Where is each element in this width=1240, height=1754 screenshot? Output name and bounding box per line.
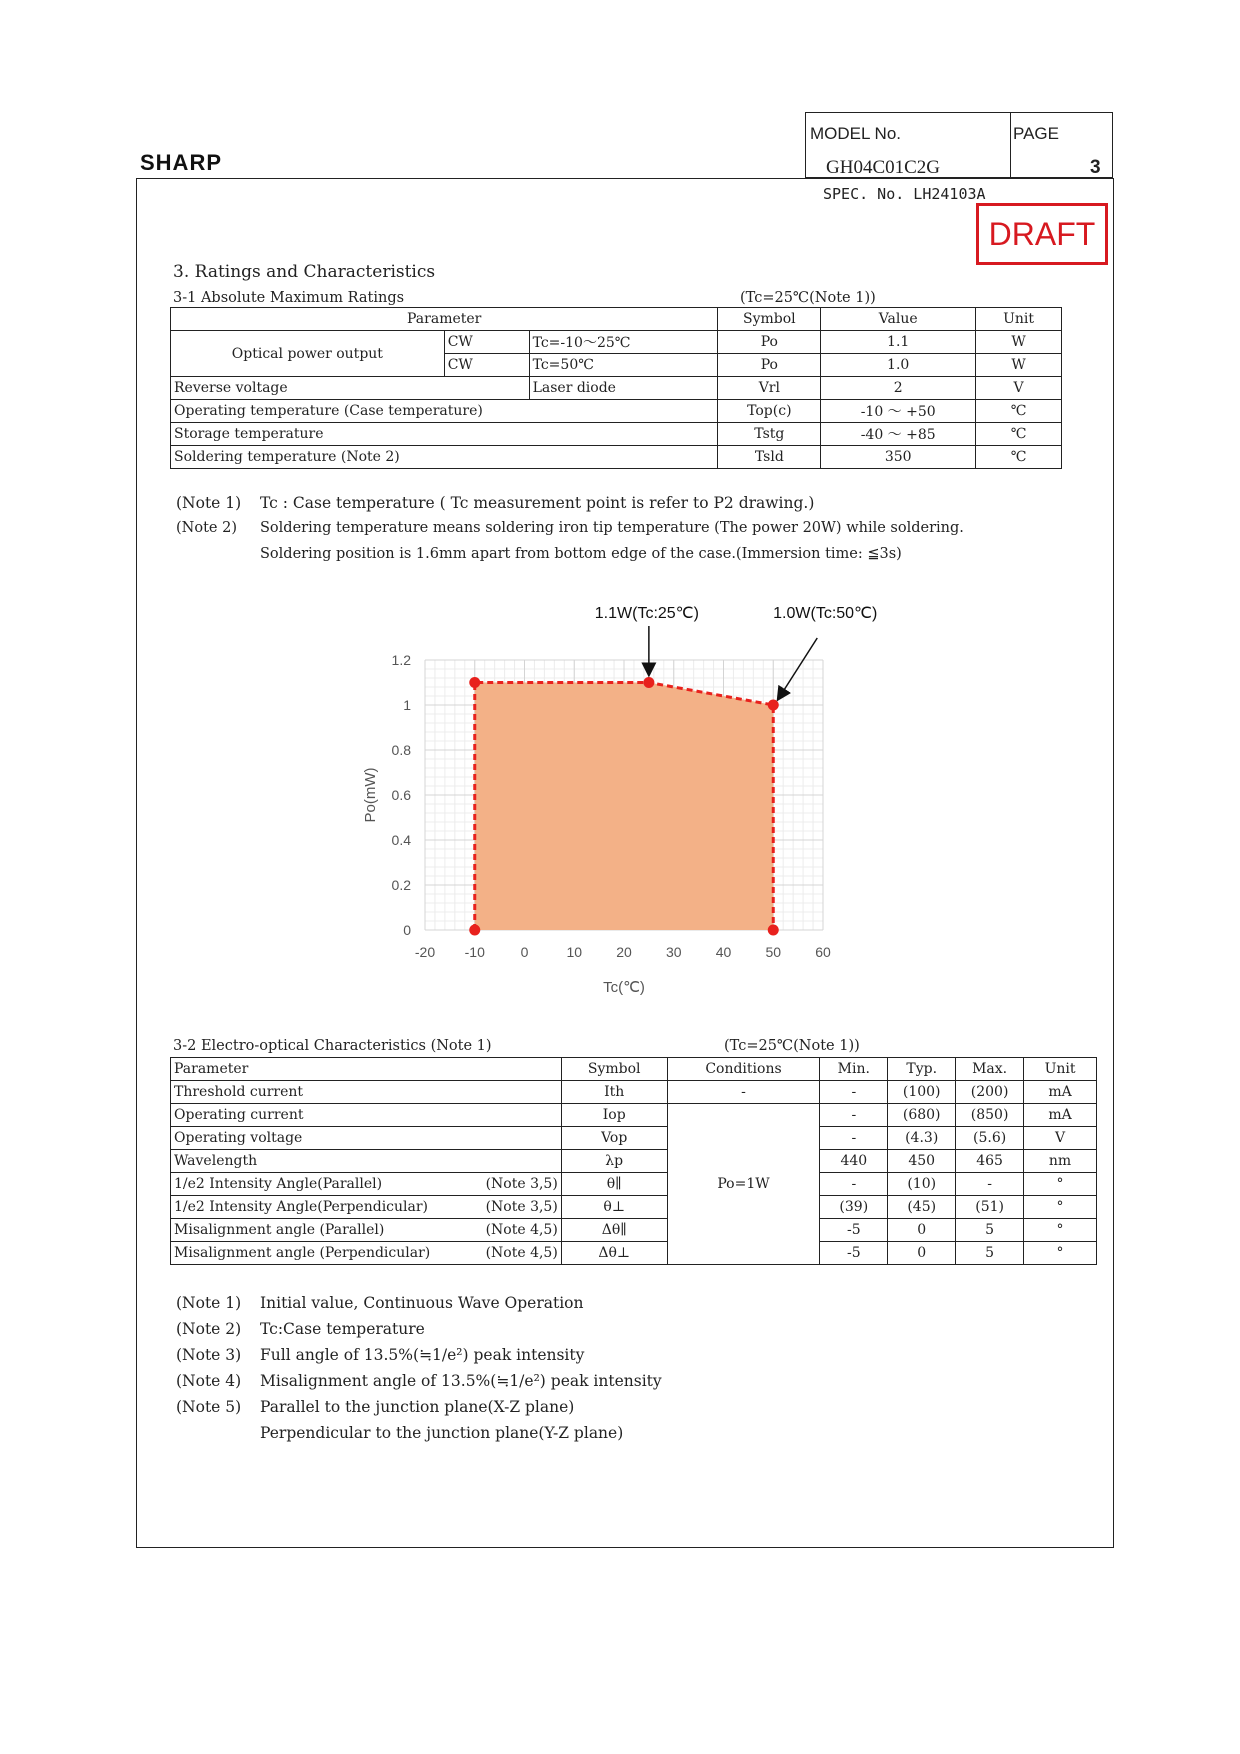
symbol-cell: Tsld [718,446,821,469]
electro-optical-table [170,1057,1097,1265]
table-row [171,1219,1097,1242]
optical-power-label: Optical power output [171,331,445,377]
unit-cell: ℃ [976,423,1062,446]
unit-cell: V [976,377,1062,400]
conditions-cell: - [667,1081,820,1104]
note-key: (Note 1) [176,1294,242,1312]
table-row [171,446,1062,469]
subsection-title-electro-optical: 3-2 Electro-optical Characteristics (Note 1) [173,1038,492,1054]
header-conditions: Conditions [667,1058,820,1081]
note-text: Parallel to the junction plane(X-Z plane) [260,1398,575,1416]
value-cell: -10 ～ +50 [821,400,976,423]
note-row [176,1372,662,1390]
y-tick-label: 1 [403,697,411,713]
note-key: (Note 2) [176,1320,242,1338]
spec-number: SPEC. No. LH24103A [823,185,986,203]
typ-cell: (680) [888,1104,956,1127]
parameter-cell: Soldering temperature (Note 2) [171,446,718,469]
note-ref-cell: (Note 4,5) [476,1242,561,1265]
note-text: Tc : Case temperature ( Tc measurement point is refer to P2 drawing.) [260,494,815,512]
data-point [768,700,779,711]
header-max: Max. [956,1058,1024,1081]
note-key: (Note 1) [176,494,242,512]
header-typ: Typ. [888,1058,956,1081]
note-row [176,1294,584,1312]
mode-cell: CW [444,354,529,377]
table-row [171,423,1062,446]
min-cell: - [820,1081,888,1104]
max-cell: 465 [956,1150,1024,1173]
x-tick-label: 40 [715,944,732,960]
symbol-cell: Δθ∥ [561,1219,667,1242]
note-text: Soldering temperature means soldering iron tip temperature (The power 20W) while soldering. [260,520,964,536]
value-cell: 350 [821,446,976,469]
parameter-cell: Threshold current [171,1081,562,1104]
max-cell: (5.6) [956,1127,1024,1150]
safe-operating-area [475,683,774,931]
symbol-cell: λp [561,1150,667,1173]
data-point [469,677,480,688]
symbol-cell: θ∥ [561,1173,667,1196]
parameter-cell: 1/e2 Intensity Angle(Parallel) [171,1173,477,1196]
max-cell: 5 [956,1219,1024,1242]
value-cell: 2 [821,377,976,400]
note-row [176,1346,584,1364]
unit-cell: ° [1024,1173,1097,1196]
subsection-condition-electro-optical: (Tc=25℃(Note 1)) [724,1038,860,1054]
note-key: (Note 3) [176,1346,242,1364]
table-row [171,1127,1097,1150]
symbol-cell: Tstg [718,423,821,446]
unit-cell: ° [1024,1196,1097,1219]
x-tick-label: 0 [520,944,529,960]
max-cell: 5 [956,1242,1024,1265]
section-title: 3. Ratings and Characteristics [173,262,436,282]
y-tick-label: 0.6 [391,787,411,803]
note-key: (Note 5) [176,1398,242,1416]
conditions-merged-cell: Po=1W [667,1104,820,1265]
table-row [171,1196,1097,1219]
min-cell: 440 [820,1150,888,1173]
note-text: Tc:Case temperature [260,1320,425,1338]
unit-cell: W [976,331,1062,354]
header-symbol: Symbol [718,308,821,331]
x-tick-label: 20 [616,944,632,960]
annotation-label: 1.0W(Tc:50℃) [773,605,878,622]
note-text: Full angle of 13.5%(≒1/e²) peak intensity [260,1346,585,1364]
x-tick-label: 60 [815,944,831,960]
mode-cell: CW [444,331,529,354]
parameter-cell: Operating voltage [171,1127,562,1150]
max-cell: (51) [956,1196,1024,1219]
typ-cell: 0 [888,1242,956,1265]
value-cell: 1.0 [821,354,976,377]
condition-cell: Tc=-10～25℃ [529,331,718,354]
header-unit: Unit [976,308,1062,331]
note-text: Initial value, Continuous Wave Operation [260,1294,584,1312]
max-cell: (200) [956,1081,1024,1104]
y-tick-label: 0.2 [391,877,411,893]
symbol-cell: Po [718,354,821,377]
note-row [176,1424,623,1442]
table-row [171,1104,1097,1127]
x-tick-label: 50 [765,944,782,960]
note-ref-cell: (Note 3,5) [476,1173,561,1196]
symbol-cell: Top(c) [718,400,821,423]
table-row [171,1150,1097,1173]
symbol-cell: Δθ⊥ [561,1242,667,1265]
parameter-cell: Wavelength [171,1150,562,1173]
typ-cell: 0 [888,1219,956,1242]
note-ref-cell: (Note 3,5) [476,1196,561,1219]
unit-cell: mA [1024,1104,1097,1127]
y-tick-label: 0.4 [391,832,411,848]
typ-cell: (100) [888,1081,956,1104]
page-number: 3 [1090,157,1101,178]
typ-cell: 450 [888,1150,956,1173]
subsection-title-abs-max: 3-1 Absolute Maximum Ratings [173,290,405,306]
data-point [768,925,779,936]
unit-cell: ℃ [976,446,1062,469]
min-cell: - [820,1127,888,1150]
table-header-row [171,308,1062,331]
unit-cell: ℃ [976,400,1062,423]
value-cell: 1.1 [821,331,976,354]
symbol-cell: θ⊥ [561,1196,667,1219]
min-cell: - [820,1104,888,1127]
note-ref-cell: (Note 4,5) [476,1219,561,1242]
typ-cell: (45) [888,1196,956,1219]
symbol-cell: Po [718,331,821,354]
unit-cell: ° [1024,1242,1097,1265]
table-row [171,377,1062,400]
note-row [176,494,814,512]
unit-cell: W [976,354,1062,377]
model-number: GH04C01C2G [826,157,941,178]
annotation-label: 1.1W(Tc:25℃) [594,605,699,622]
header-parameter: Parameter [171,1058,562,1081]
note-row [176,1398,574,1416]
x-tick-label: -20 [414,944,436,960]
x-tick-label: 30 [665,944,682,960]
condition-cell: Tc=50℃ [529,354,718,377]
note-row [176,546,902,562]
parameter-cell: Misalignment angle (Parallel) [171,1219,477,1242]
min-cell: -5 [820,1242,888,1265]
typ-cell: (10) [888,1173,956,1196]
parameter-cell: Operating current [171,1104,562,1127]
data-point [643,677,654,688]
note-row [176,520,964,536]
parameter-cell: Operating temperature (Case temperature) [171,400,718,423]
derating-chart [340,590,900,1000]
x-tick-label: -10 [464,944,485,960]
note-text: Perpendicular to the junction plane(Y-Z plane) [260,1424,624,1442]
header-unit: Unit [1024,1058,1097,1081]
note-row [176,1320,425,1338]
min-cell: -5 [820,1219,888,1242]
parameter-cell: Reverse voltage [171,377,530,400]
table-header-row [171,1058,1097,1081]
parameter-cell: Misalignment angle (Perpendicular) [171,1242,477,1265]
unit-cell: ° [1024,1219,1097,1242]
symbol-cell: Vop [561,1127,667,1150]
unit-cell: mA [1024,1081,1097,1104]
note-key: (Note 4) [176,1372,242,1390]
symbol-cell: Iop [561,1104,667,1127]
note-text: Misalignment angle of 13.5%(≒1/e²) peak intensity [260,1372,662,1390]
unit-cell: V [1024,1127,1097,1150]
y-tick-label: 0.8 [391,742,411,758]
unit-cell: nm [1024,1150,1097,1173]
max-cell: (850) [956,1104,1024,1127]
y-tick-label: 0 [403,922,411,938]
sharp-logo: SHARP [140,150,223,175]
header-value: Value [821,308,976,331]
absolute-max-ratings-table [170,307,1062,469]
value-cell: -40 ～ +85 [821,423,976,446]
note-key: (Note 2) [176,520,237,536]
header-divider [1010,112,1011,178]
x-axis-label: Tc(℃) [603,979,645,996]
y-tick-label: 1.2 [391,652,411,668]
table-row [171,1081,1097,1104]
subsection-condition-abs-max: (Tc=25℃(Note 1)) [740,290,876,306]
max-cell: - [956,1173,1024,1196]
min-cell: - [820,1173,888,1196]
table-row [171,1242,1097,1265]
header-parameter: Parameter [171,308,718,331]
draft-stamp: DRAFT [976,203,1108,265]
x-tick-label: 10 [566,944,583,960]
table-row [171,1173,1097,1196]
table-row [171,331,1062,354]
condition-cell: Laser diode [529,377,718,400]
page-label: PAGE [1013,124,1059,143]
note-text: Soldering position is 1.6mm apart from bottom edge of the case.(Immersion time: ≦3s) [260,546,902,562]
parameter-cell: 1/e2 Intensity Angle(Perpendicular) [171,1196,477,1219]
symbol-cell: Ith [561,1081,667,1104]
header-min: Min. [820,1058,888,1081]
data-point [469,925,480,936]
header-symbol: Symbol [561,1058,667,1081]
min-cell: (39) [820,1196,888,1219]
symbol-cell: Vrl [718,377,821,400]
typ-cell: (4.3) [888,1127,956,1150]
table-row [171,400,1062,423]
y-axis-label: Po(mW) [362,767,379,823]
parameter-cell: Storage temperature [171,423,718,446]
model-label: MODEL No. [810,124,902,143]
